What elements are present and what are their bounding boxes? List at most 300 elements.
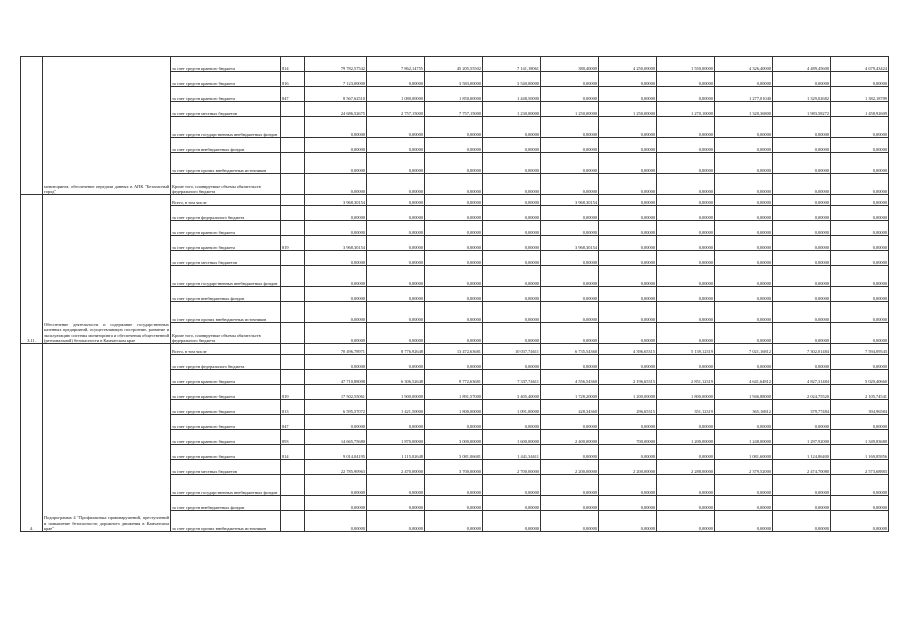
amount-cell: 0,00000 [657,323,715,344]
amount-cell: 3 968,30154 [541,236,599,251]
budget-code [281,117,305,138]
amount-cell: 45 205,55502 [425,57,483,72]
amount-cell: 0,00000 [367,251,425,266]
amount-cell: 2 105,74541 [831,385,889,400]
amount-cell: 1 421,50000 [367,400,425,415]
amount-cell: 0,00000 [831,138,889,153]
amount-cell: 0,00000 [599,138,657,153]
budget-code [281,355,305,370]
amount-cell: 0,00000 [425,287,483,302]
amount-cell: 1 728,20000 [541,385,599,400]
amount-cell: 0,00000 [657,221,715,236]
amount-cell: 2 379,52000 [715,460,773,475]
amount-cell: 1 169,85856 [831,445,889,460]
row-number [21,57,43,195]
amount-cell: 3 000,00000 [425,430,483,445]
amount-cell: 0,00000 [367,138,425,153]
amount-cell: 0,00000 [831,153,889,174]
amount-cell: 0,00000 [831,72,889,87]
amount-cell: 0,00000 [483,475,541,496]
funding-source: за счет средств местных бюджетов [171,460,281,475]
budget-code: 819 [281,236,305,251]
amount-cell: 428,34360 [541,400,599,415]
amount-cell: 2 474,70080 [773,460,831,475]
amount-cell: 365,16812 [715,400,773,415]
amount-cell: 0,00000 [541,174,599,195]
amount-cell: 0,00000 [425,236,483,251]
amount-cell: 0,00000 [305,251,367,266]
amount-cell: 0,00000 [483,138,541,153]
funding-source: за счет средств краевого бюджета [171,415,281,430]
amount-cell: 7 123,00000 [305,72,367,87]
amount-cell: 0,00000 [483,117,541,138]
budget-code [281,206,305,221]
amount-cell: 0,00000 [657,266,715,287]
amount-cell: 0,00000 [657,72,715,87]
amount-cell: 2 200,00000 [541,460,599,475]
table-row [21,57,889,72]
amount-cell: 1 200,00000 [657,430,715,445]
amount-cell: 0,00000 [831,287,889,302]
amount-cell: 0,00000 [773,195,831,206]
amount-cell: 0,00000 [367,415,425,430]
amount-cell: 0,00000 [773,236,831,251]
budget-code [281,153,305,174]
funding-source: за счет средств краевого бюджета [171,430,281,445]
amount-cell: 0,00000 [599,153,657,174]
amount-cell: 2 288,00000 [657,460,715,475]
amount-cell: 1 600,00000 [483,430,541,445]
amount-cell: 0,00000 [483,355,541,370]
amount-cell: 0,00000 [773,72,831,87]
amount-cell: 0,00000 [715,221,773,236]
amount-cell: 24 686,52675 [305,102,367,117]
amount-cell: 0,00000 [657,87,715,102]
funding-source: за счет средств федерального бюджета [171,206,281,221]
amount-cell: 2 196,65315 [599,370,657,385]
amount-cell: 0,00000 [831,251,889,266]
budget-code [281,195,305,206]
amount-cell: 0,00000 [483,206,541,221]
amount-cell: 0,00000 [599,87,657,102]
funding-source: за счет средств краевого бюджета [171,385,281,400]
amount-cell: 0,00000 [831,355,889,370]
amount-cell: 0,00000 [831,511,889,532]
amount-cell: 351,12319 [657,400,715,415]
amount-cell: 2 024,75520 [773,385,831,400]
amount-cell: 0,00000 [541,355,599,370]
amount-cell: 0,00000 [541,117,599,138]
budget-code [281,174,305,195]
amount-cell: 0,00000 [715,117,773,138]
amount-cell: 1 250,00000 [599,102,657,117]
amount-cell: 7 337,74611 [483,370,541,385]
funding-source: за счет средств краевого бюджета [171,400,281,415]
amount-cell: 0,00000 [425,221,483,236]
amount-cell: 0,00000 [599,117,657,138]
amount-cell: 0,00000 [367,153,425,174]
amount-cell: 0,00000 [305,266,367,287]
amount-cell: 0,00000 [599,287,657,302]
amount-cell: 9 014,04195 [305,445,367,460]
amount-cell: 0,00000 [715,206,773,221]
amount-cell: 0,00000 [483,251,541,266]
amount-cell: 0,00000 [715,153,773,174]
amount-cell: 0,00000 [831,475,889,496]
amount-cell: 0,00000 [715,236,773,251]
budget-code [281,511,305,532]
amount-cell: 0,00000 [657,287,715,302]
budget-code [281,287,305,302]
amount-cell: 1 115,02648 [367,445,425,460]
funding-source: за счет средств местных бюджетов [171,251,281,266]
amount-cell: 0,00000 [425,475,483,496]
budget-code [281,323,305,344]
amount-cell: 0,00000 [773,251,831,266]
funding-source: Кроме того, планируемые объемы обязательств федерального бюджета [171,323,281,344]
table-row [21,195,889,206]
budget-code: 814 [281,57,305,72]
amount-cell: 0,00000 [305,323,367,344]
amount-cell: 0,00000 [541,206,599,221]
amount-cell: 0,00000 [541,475,599,496]
amount-cell: 0,00000 [831,221,889,236]
budget-code [281,460,305,475]
amount-cell: 1 550,00000 [657,57,715,72]
amount-cell: 0,00000 [541,287,599,302]
amount-cell: 3 540,00000 [483,72,541,87]
budget-code: 847 [281,87,305,102]
amount-cell: 0,00000 [773,153,831,174]
budget-code: 814 [281,445,305,460]
amount-cell: 3 700,00000 [425,460,483,475]
amount-cell: 0,00000 [305,153,367,174]
amount-cell: 0,00000 [425,138,483,153]
amount-cell: 3 968,30154 [541,195,599,206]
amount-cell: 1 850,00000 [425,87,483,102]
amount-cell: 0,00000 [425,302,483,323]
amount-cell: 0,00000 [599,475,657,496]
funding-source: за счет средств внебюджетных фондов [171,287,281,302]
funding-source: за счет средств краевого бюджета [171,445,281,460]
amount-cell: 0,00000 [305,138,367,153]
amount-cell: 0,00000 [773,323,831,344]
amount-cell: 0,00000 [831,174,889,195]
budget-code [281,496,305,511]
row-number: 4. [21,344,43,532]
amount-cell: 1 320,36800 [715,102,773,117]
amount-cell: 1 458,92609 [831,102,889,117]
amount-cell: 79 782,57542 [305,57,367,72]
funding-source: за счет средств прочих внебюджетных источников [171,302,281,323]
amount-cell: 0,00000 [367,475,425,496]
amount-cell: 0,00000 [305,221,367,236]
amount-cell: 7 302,01484 [773,344,831,355]
amount-cell: 0,00000 [715,266,773,287]
amount-cell: 0,00000 [541,266,599,287]
amount-cell: 1 124,86400 [773,445,831,460]
measure-name: Подпрограмма 4 "Профилактика правонарушений, преступлений и повышение безопасности дорожного движения в Камчатском крае" [43,344,171,532]
amount-cell: 3 081,06681 [425,445,483,460]
amount-cell: 0,00000 [599,415,657,430]
budget-code [281,138,305,153]
amount-cell: 0,00000 [305,174,367,195]
amount-cell: 70 496,78971 [305,344,367,355]
amount-cell: 0,00000 [305,117,367,138]
amount-cell: 13 472,63681 [425,344,483,355]
measure-name: мониторинга, обеспечение передачи данных в АПК "Безопасный город" [43,57,171,195]
amount-cell: 5 020,40660 [831,370,889,385]
amount-cell: 1 900,00000 [367,385,425,400]
amount-cell: 0,00000 [599,251,657,266]
budget-code [281,344,305,355]
amount-cell: 0,00000 [657,511,715,532]
amount-cell: 2 700,00000 [483,460,541,475]
amount-cell: 0,00000 [715,496,773,511]
amount-cell: 0,00000 [425,323,483,344]
amount-cell: 0,00000 [425,266,483,287]
amount-cell: 0,00000 [831,236,889,251]
amount-cell: 2 573,68883 [831,460,889,475]
amount-cell: 1 800,00000 [425,400,483,415]
amount-cell: 2 757,15000 [367,102,425,117]
amount-cell: 0,00000 [715,287,773,302]
funding-source: за счет средств государственных внебюджетных фондов [171,475,281,496]
amount-cell: 1 230,00000 [483,102,541,117]
amount-cell: 0,00000 [773,117,831,138]
amount-cell: 1 248,00000 [715,430,773,445]
amount-cell: 0,00000 [599,206,657,221]
amount-cell: 4 250,00000 [599,57,657,72]
amount-cell: 394,96584 [831,400,889,415]
amount-cell: 1 329,02682 [773,87,831,102]
amount-cell: 0,00000 [425,251,483,266]
amount-cell: 0,00000 [657,174,715,195]
funding-source: Всего, в том числе [171,195,281,206]
funding-source: за счет средств краевого бюджета [171,72,281,87]
amount-cell: 0,00000 [541,87,599,102]
amount-cell: 0,00000 [773,287,831,302]
amount-cell: 8 567,62510 [305,87,367,102]
amount-cell: 0,00000 [425,206,483,221]
amount-cell: 3 968,30154 [305,236,367,251]
amount-cell: 0,00000 [483,496,541,511]
amount-cell: 0,00000 [715,174,773,195]
amount-cell: 0,00000 [599,72,657,87]
budget-code: 813 [281,400,305,415]
amount-cell: 2 851,12319 [657,370,715,385]
amount-cell: 0,00000 [715,251,773,266]
amount-cell: 7 757,15000 [425,102,483,117]
budget-code [281,221,305,236]
amount-cell: 17 502,55061 [305,385,367,400]
amount-cell: 0,00000 [367,323,425,344]
funding-source: Кроме того, планируемые объемы обязательств федерального бюджета [171,174,281,195]
amount-cell: 0,00000 [831,117,889,138]
amount-cell: 0,00000 [831,195,889,206]
amount-cell: 0,00000 [541,138,599,153]
amount-cell: 8 776,92648 [367,344,425,355]
funding-source: за счет средств краевого бюджета [171,370,281,385]
amount-cell: 47 710,88008 [305,370,367,385]
amount-cell: 0,00000 [305,415,367,430]
amount-cell: 0,00000 [715,138,773,153]
amount-cell: 0,00000 [831,266,889,287]
amount-cell: 22 785,90963 [305,460,367,475]
amount-cell: 296,65315 [599,400,657,415]
funding-source: за счет средств местных бюджетов [171,102,281,117]
amount-cell: 0,00000 [367,266,425,287]
amount-cell: 0,00000 [305,287,367,302]
amount-cell: 0,00000 [305,302,367,323]
amount-cell: 0,00000 [657,496,715,511]
amount-cell: 0,00000 [305,496,367,511]
amount-cell: 1 080,00000 [367,87,425,102]
measure-name: Обеспечение деятельности и содержание государственных казенных предприятий, осуществляющих построение, развитие и эксплуатацию системы мониторинга и обеспечения общественной (региональной) безопасности в Камчатском крае [43,195,171,344]
amount-cell: 0,00000 [657,236,715,251]
amount-cell: 0,00000 [425,117,483,138]
amount-cell: 0,00000 [367,174,425,195]
funding-source: Всего, в том числе [171,344,281,355]
budget-code [281,370,305,385]
amount-cell: 0,00000 [773,415,831,430]
amount-cell: 0,00000 [483,266,541,287]
amount-cell: 0,00000 [773,355,831,370]
amount-cell: 0,00000 [425,195,483,206]
amount-cell: 0,00000 [599,496,657,511]
amount-cell: 0,00000 [773,511,831,532]
budget-code [281,102,305,117]
amount-cell: 0,00000 [773,174,831,195]
amount-cell: 0,00000 [773,138,831,153]
amount-cell: 0,00000 [483,302,541,323]
amount-cell: 700,00000 [599,430,657,445]
amount-cell: 1 081,60000 [715,445,773,460]
amount-cell: 4 489,45600 [773,57,831,72]
amount-cell: 0,00000 [599,236,657,251]
amount-cell: 0,00000 [773,496,831,511]
amount-cell: 0,00000 [367,72,425,87]
amount-cell: 0,00000 [367,287,425,302]
amount-cell: 9 772,63681 [425,370,483,385]
amount-cell: 0,00000 [425,174,483,195]
amount-cell: 4 396,65315 [599,344,657,355]
amount-cell: 0,00000 [425,355,483,370]
amount-cell: 0,00000 [773,475,831,496]
amount-cell: 0,00000 [715,355,773,370]
amount-cell: 0,00000 [657,415,715,430]
funding-source: за счет средств краевого бюджета [171,236,281,251]
amount-cell: 0,00000 [599,511,657,532]
amount-cell: 3 583,00000 [425,72,483,87]
amount-cell: 0,00000 [715,415,773,430]
amount-cell: 0,00000 [657,445,715,460]
amount-cell: 0,00000 [541,415,599,430]
budget-code [281,251,305,266]
amount-cell: 0,00000 [541,511,599,532]
amount-cell: 0,00000 [367,221,425,236]
amount-cell: 4 679,43424 [831,57,889,72]
amount-cell: 1 870,00000 [367,430,425,445]
amount-cell: 0,00000 [367,195,425,206]
budget-code: 893 [281,430,305,445]
amount-cell: 0,00000 [831,496,889,511]
amount-cell: 0,00000 [541,445,599,460]
amount-cell: 0,00000 [541,302,599,323]
amount-cell: 0,00000 [773,206,831,221]
amount-cell: 1 448,50000 [483,87,541,102]
budget-table [20,56,889,532]
budget-code: 847 [281,415,305,430]
amount-cell: 0,00000 [657,302,715,323]
budget-code [281,266,305,287]
amount-cell: 0,00000 [367,355,425,370]
amount-cell: 6 306,52648 [367,370,425,385]
amount-cell: 1 091,00000 [483,400,541,415]
amount-cell: 6 595,57072 [305,400,367,415]
amount-cell: 4 641,64812 [715,370,773,385]
amount-cell: 5 139,12319 [657,344,715,355]
amount-cell: 0,00000 [831,323,889,344]
budget-code: 816 [281,72,305,87]
amount-cell: 0,00000 [483,415,541,430]
amount-cell: 1 891,57000 [425,385,483,400]
amount-cell: 0,00000 [831,415,889,430]
funding-source: за счет средств краевого бюджета [171,57,281,72]
amount-cell: 0,00000 [367,117,425,138]
amount-cell: 0,00000 [541,153,599,174]
amount-cell: 380,40000 [541,57,599,72]
amount-cell: 0,00000 [541,72,599,87]
amount-cell: 0,00000 [541,323,599,344]
funding-source: за счет средств внебюджетных фондов [171,138,281,153]
amount-cell: 3 968,30154 [305,195,367,206]
amount-cell: 0,00000 [541,496,599,511]
amount-cell: 2 200,00000 [599,460,657,475]
amount-cell: 14 665,75680 [305,430,367,445]
amount-cell: 0,00000 [599,266,657,287]
amount-cell: 1 250,00000 [541,102,599,117]
amount-cell: 0,00000 [657,251,715,266]
amount-cell: 0,00000 [599,302,657,323]
funding-source: за счет средств прочих внебюджетных источников [171,153,281,174]
amount-cell: 0,00000 [483,287,541,302]
amount-cell: 0,00000 [425,415,483,430]
amount-cell: 2 400,00000 [541,430,599,445]
amount-cell: 4 827,31484 [773,370,831,385]
funding-source: за счет средств краевого бюджета [171,221,281,236]
amount-cell: 0,00000 [657,195,715,206]
amount-cell: 379,77484 [773,400,831,415]
amount-cell: 0,00000 [715,475,773,496]
document-sheet [20,56,885,532]
amount-cell: 0,00000 [599,445,657,460]
amount-cell: 0,00000 [657,206,715,221]
amount-cell: 0,00000 [367,206,425,221]
funding-source: за счет средств государственных внебюджетных фондов [171,117,281,138]
amount-cell: 0,00000 [367,236,425,251]
budget-code: 819 [281,385,305,400]
amount-cell: 0,00000 [425,153,483,174]
table-row [21,344,889,355]
amount-cell: 0,00000 [657,117,715,138]
amount-cell: 0,00000 [599,323,657,344]
amount-cell: 0,00000 [773,302,831,323]
amount-cell: 0,00000 [425,511,483,532]
amount-cell: 0,00000 [599,355,657,370]
amount-cell: 1 946,88000 [715,385,773,400]
amount-cell: 3 405,40000 [483,385,541,400]
